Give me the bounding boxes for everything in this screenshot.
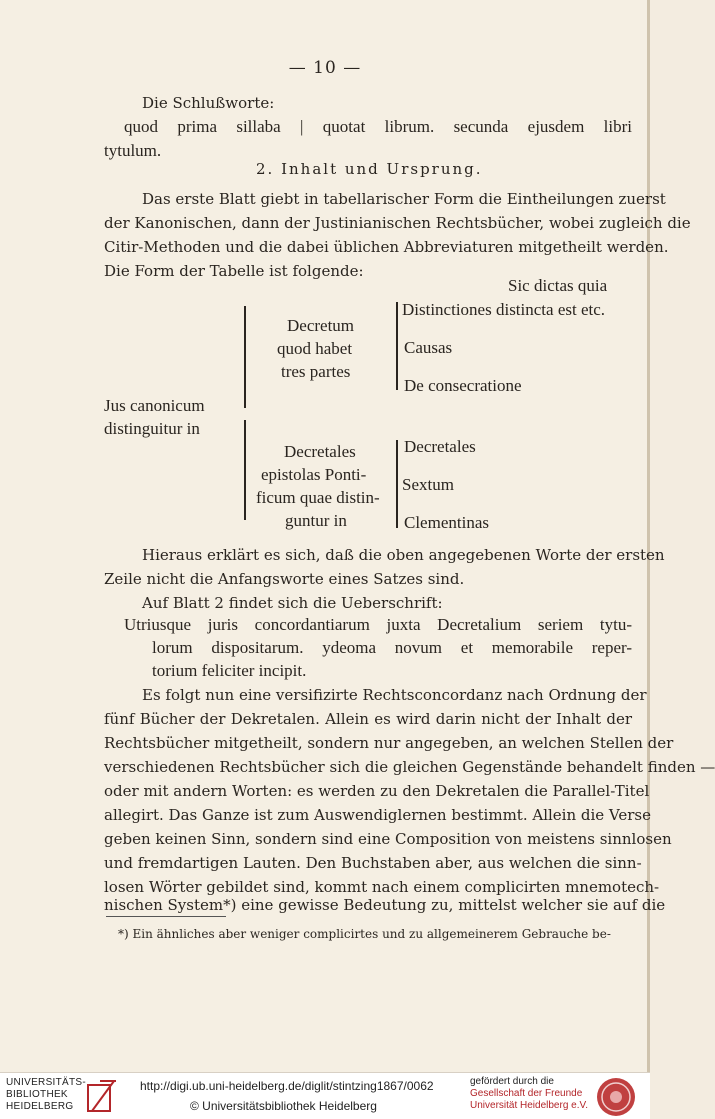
table-cell: Sic dictas quia bbox=[508, 276, 608, 295]
table-cell: epistolas Ponti- bbox=[261, 465, 367, 484]
text-line: Zeile nicht die Anfangsworte eines Satzes sind. bbox=[104, 570, 465, 588]
library-name-line: UNIVERSITÄTS- bbox=[6, 1077, 87, 1088]
text-line: Auf Blatt 2 findet sich die Ueberschrift: bbox=[142, 594, 443, 612]
sponsor-line: Universität Heidelberg e.V. bbox=[470, 1100, 589, 1111]
table-cell: Jus canonicum bbox=[104, 396, 205, 415]
text-line: Hieraus erklärt es sich, daß die oben angegebenen Worte der ersten bbox=[142, 546, 665, 564]
brace bbox=[244, 306, 252, 408]
text-line: Utriusque juris concordantiarum juxta Decretalium seriem tytu- bbox=[124, 615, 632, 634]
permalink-url[interactable]: http://digi.ub.uni-heidelberg.de/diglit/stintzing1867/0062 bbox=[140, 1079, 434, 1093]
section-heading: 2. Inhalt und Ursprung. bbox=[256, 160, 483, 178]
copyright-text: © Universitätsbibliothek Heidelberg bbox=[190, 1099, 377, 1113]
text-line: der Kanonischen, dann der Justinianischen Rechtsbücher, wobei zugleich die bbox=[104, 214, 691, 232]
table-cell: ficum quae distin- bbox=[256, 488, 380, 507]
library-logo-text[interactable] bbox=[6, 1077, 86, 1113]
text-line: verschiedenen Rechtsbücher sich die gleichen Gegenstände behandelt finden — bbox=[104, 758, 715, 776]
sponsor-line: Gesellschaft der Freunde bbox=[470, 1088, 583, 1099]
university-seal-icon[interactable] bbox=[596, 1077, 636, 1117]
text-line: und fremdartigen Lauten. Den Buchstaben aber, aus welchen die sinn- bbox=[104, 854, 642, 872]
text-line: Es folgt nun eine versifizirte Rechtsconcordanz nach Ordnung der bbox=[142, 686, 647, 704]
table-cell: Decretales bbox=[404, 437, 476, 456]
table-cell: De consecratione bbox=[404, 376, 522, 395]
text-line: fünf Bücher der Dekretalen. Allein es wird darin nicht der Inhalt der bbox=[104, 710, 632, 728]
text-line: geben keinen Sinn, sondern sind eine Composition von meistens sinnlosen bbox=[104, 830, 672, 848]
footnote: *) Ein ähnliches aber weniger complicirtes und zu allgemeinerem Gebrauche be- bbox=[118, 927, 611, 941]
text-line: Citir-Methoden und die dabei üblichen Abbreviaturen mitgetheilt werden. bbox=[104, 238, 669, 256]
library-name-line: BIBLIOTHEK bbox=[6, 1089, 68, 1100]
text-line: Die Form der Tabelle ist folgende: bbox=[104, 262, 364, 280]
table-cell: tres partes bbox=[281, 362, 351, 381]
table-cell: distinguitur in bbox=[104, 419, 200, 438]
text-line: nischen System*) eine gewisse Bedeutung zu, mittelst welcher sie auf die bbox=[104, 896, 666, 914]
table-cell: Clementinas bbox=[404, 513, 489, 532]
brace bbox=[244, 420, 252, 520]
library-logo-icon[interactable] bbox=[86, 1079, 118, 1113]
footnote-divider bbox=[106, 916, 226, 917]
brace bbox=[396, 302, 402, 390]
brace bbox=[396, 440, 402, 528]
text-line: losen Wörter gebildet sind, kommt nach einem complicirten mnemotech- bbox=[104, 878, 660, 896]
text-line: oder mit andern Worten: es werden zu den Dekretalen die Parallel-Titel bbox=[104, 782, 650, 800]
table-cell: quod habet bbox=[277, 339, 353, 358]
text-line: lorum dispositarum. ydeoma novum et memorabile reper- bbox=[152, 638, 632, 657]
text-line: torium feliciter incipit. bbox=[152, 661, 307, 680]
footer-bar bbox=[0, 1072, 650, 1119]
text-line: Das erste Blatt giebt in tabellarischer Form die Eintheilungen zuerst bbox=[142, 190, 666, 208]
table-cell: Distinctiones distincta est etc. bbox=[402, 300, 606, 319]
table-cell: Causas bbox=[404, 338, 453, 357]
table-cell: guntur in bbox=[285, 511, 347, 530]
page-number: — 10 — bbox=[288, 58, 362, 78]
text-line: tytulum. bbox=[104, 141, 162, 160]
table-cell: Sextum bbox=[402, 475, 454, 494]
text-line: Die Schlußworte: bbox=[142, 94, 275, 112]
table-cell: Decretales bbox=[284, 442, 356, 461]
text-line: Rechtsbücher mitgetheilt, sondern nur angegeben, an welchen Stellen der bbox=[104, 734, 674, 752]
library-name-line: HEIDELBERG bbox=[6, 1101, 74, 1112]
text-line: quod prima sillaba | quotat librum. secunda ejusdem libri bbox=[124, 117, 632, 136]
sponsor-line: gefördert durch die bbox=[470, 1076, 554, 1087]
table-cell: Decretum bbox=[287, 316, 355, 335]
sponsor-text[interactable] bbox=[470, 1076, 588, 1112]
text-line: allegirt. Das Ganze ist zum Auswendiglernen bestimmt. Allein die Verse bbox=[104, 806, 652, 824]
